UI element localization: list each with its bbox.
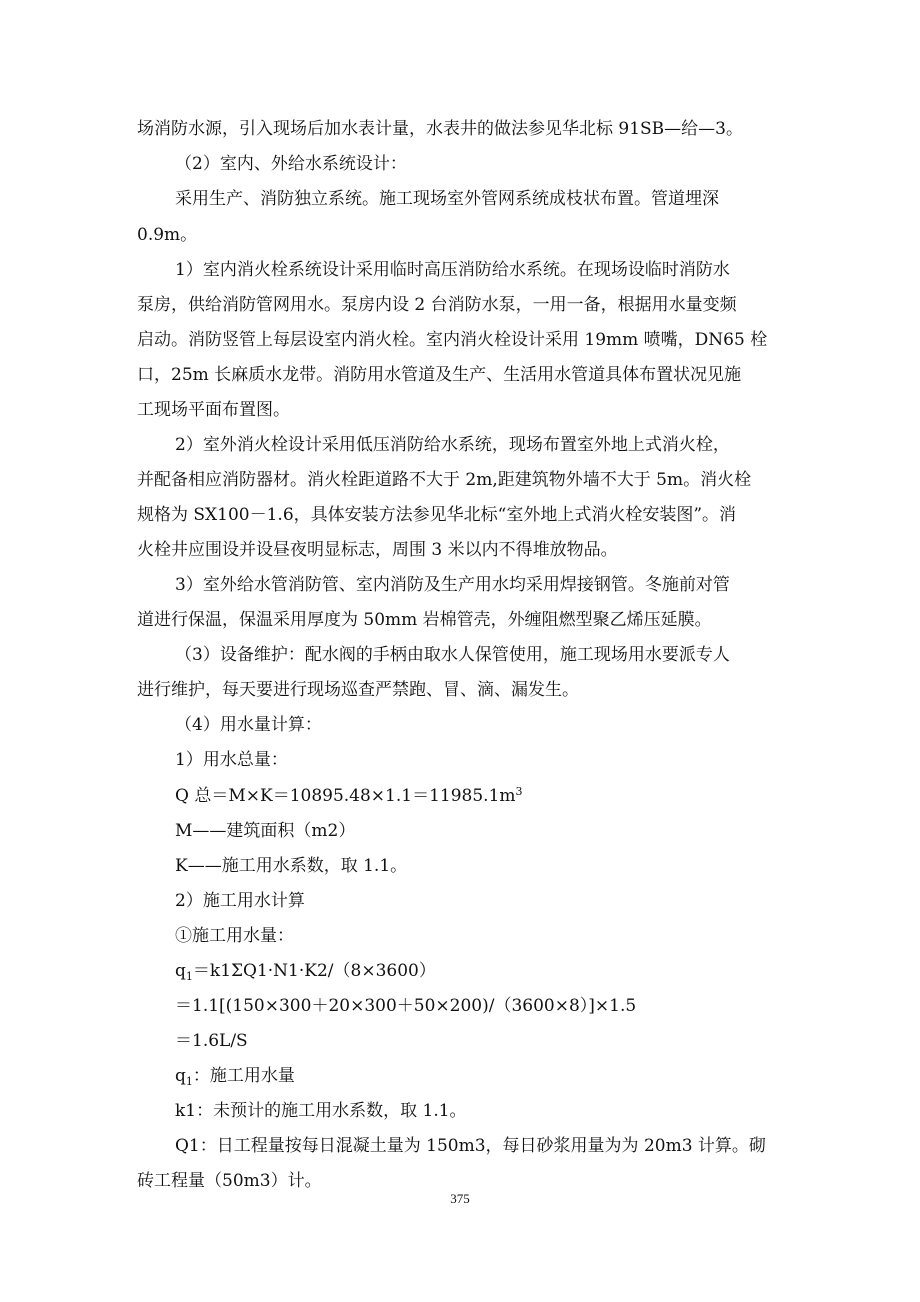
formula-q1-expression: ＝k1ΣQ1·N1·K2/（8×3600） [192,961,436,981]
text-line: 进行维护，每天要进行现场巡查严禁跑、冒、滴、漏发生。 [137,680,579,700]
text-line: ＝1.1[(150×300＋20×300＋50×200)/（3600×8）]×1.5 [175,996,637,1016]
page-number: 375 [450,1191,470,1206]
text-line: ①施工用水量： [175,926,294,946]
text-line: 3）室外给水管消防管、室内消防及生产用水均采用焊接钢管。冬施前对管 [175,575,730,595]
section-heading: （3）设备维护：配水阀的手柄由取水人保管使用，施工现场用水要派专人 [175,645,730,665]
text-line: 1）用水总量： [175,750,288,770]
text-line: k1：未预计的施工用水系数，取 1.1。 [175,1101,467,1121]
text-line: 砖工程量（50m3）计。 [137,1171,322,1191]
subscript-1: 1 [185,970,193,983]
text-line: 场消防水源，引入现场后加水表计量，水表井的做法参见华北标 91SB—给—3。 [137,119,743,139]
text-line: 0.9m。 [137,225,198,245]
q1-symbol: q [175,1066,186,1086]
text-line: 采用生产、消防独立系统。施工现场室外管网系统成枝状布置。管道埋深 [175,189,719,209]
text-line: ＝1.6L/S [175,1031,248,1051]
text-line: 2）施工用水计算 [175,891,305,911]
section-heading: （4）用水量计算： [175,715,322,735]
subscript-1: 1 [185,1075,193,1088]
text-line: 火栓井应围设并设昼夜明显标志，周围 3 米以内不得堆放物品。 [137,540,618,560]
section-heading: （2）室内、外给水系统设计： [175,154,407,174]
text-line: K——施工用水系数，取 1.1。 [175,856,408,876]
formula-total [175,785,523,807]
text-line: 口，25m 长麻质水龙带。消防用水管道及生产、生活用水管道具体布置状况见施 [137,365,742,385]
text-line: 并配备相应消防器材。消火栓距道路不大于 2m,距建筑物外墙不大于 5m。消火栓 [137,470,752,490]
text-line: Q1：日工程量按每日混凝土量为 150m3，每日砂浆用量为为 20m3 计算。砌 [175,1136,766,1156]
text-line: 1）室内消火栓系统设计采用临时高压消防给水系统。在现场设临时消防水 [175,260,730,280]
text-line: 规格为 SX100－1.6，具体安装方法参见华北标“室外地上式消火栓安装图”。消 [137,505,737,525]
text-line: 启动。消防竖管上每层设室内消火栓。室内消火栓设计采用 19mm 喷嘴，DN65 栓 [137,330,768,350]
formula-q1-symbol: q [175,961,186,981]
formula-total-text: Q 总＝M×K＝10895.48×1.1＝11985.1m [175,786,516,806]
superscript-3: 3 [515,785,523,798]
text-line: 2）室外消火栓设计采用低压消防给水系统，现场布置室外地上式消火栓， [175,435,730,455]
text-line: M——建筑面积（m2） [175,821,356,841]
q1-definition [175,1065,295,1087]
text-line: 工现场平面布置图。 [137,400,290,420]
text-line: 泵房，供给消防管网用水。泵房内设 2 台消防水泵，一用一备，根据用水量变频 [137,295,737,315]
formula-q1 [175,960,436,982]
q1-description: ：施工用水量 [192,1066,295,1086]
text-line: 道进行保温，保温采用厚度为 50mm 岩棉管壳，外缠阻燃型聚乙烯压延膜。 [137,610,712,630]
